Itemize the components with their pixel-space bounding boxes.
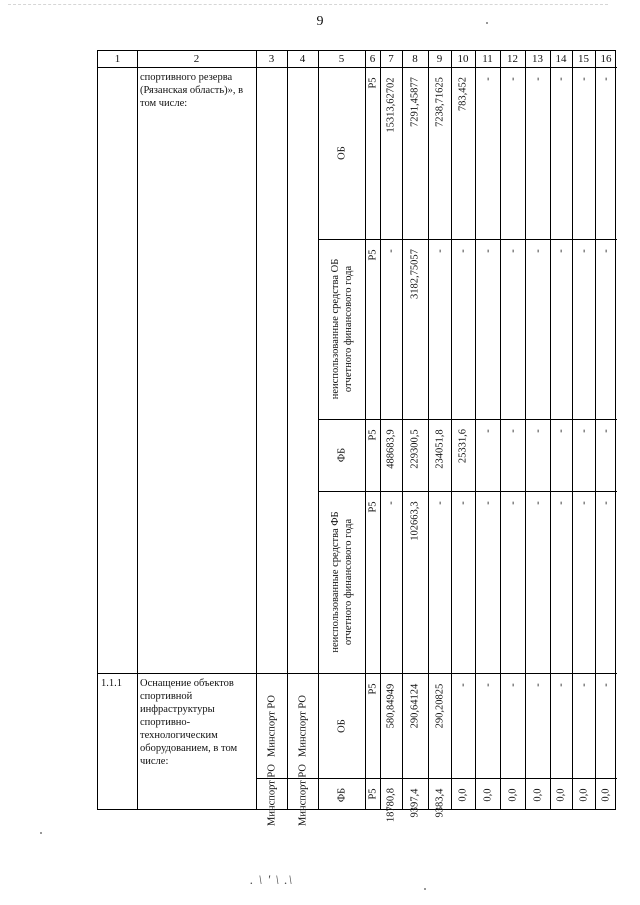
- scan-speck: [486, 22, 488, 24]
- header-col-10: 10: [457, 53, 469, 65]
- value-cell: -: [555, 683, 567, 687]
- value-cell: -: [532, 77, 543, 81]
- column-rule: [550, 51, 551, 809]
- budget-table: [97, 50, 616, 826]
- header-col-5: 5: [338, 53, 345, 65]
- value-cell: -: [600, 429, 612, 433]
- value-cell: 488683,9: [385, 428, 397, 469]
- column-rule: [137, 51, 138, 809]
- row-number: 1.1.1: [101, 678, 122, 689]
- header-col-6: 6: [369, 53, 376, 65]
- code-cell: Р5: [367, 682, 378, 695]
- header-col-1: 1: [114, 53, 121, 65]
- row-rule: [318, 239, 617, 240]
- value-cell: -: [555, 77, 567, 81]
- row-rule: [318, 419, 617, 420]
- code-cell: Р5: [367, 787, 378, 800]
- value-cell: -: [600, 249, 612, 253]
- value-cell: -: [555, 249, 567, 253]
- value-cell: 290,20825: [434, 683, 445, 728]
- column-rule: [595, 51, 596, 809]
- column-rule: [256, 51, 257, 809]
- code-cell: Р5: [367, 500, 378, 513]
- value-cell: -: [600, 501, 612, 505]
- value-cell: -: [578, 77, 589, 81]
- code-cell: Р5: [367, 76, 378, 89]
- value-cell: -: [507, 683, 518, 687]
- value-cell: -: [434, 501, 445, 505]
- column-rule: [451, 51, 452, 809]
- header-col-3: 3: [268, 53, 275, 65]
- header-col-4: 4: [299, 53, 306, 65]
- value-cell: 9397,4: [409, 788, 421, 817]
- value-cell: -: [507, 77, 518, 81]
- column-rule: [500, 51, 501, 809]
- value-cell: 7238,71625: [434, 77, 445, 127]
- value-cell: 229300,5: [409, 428, 421, 469]
- value-cell: -: [532, 249, 543, 253]
- value-cell: 0,0: [600, 787, 612, 802]
- source-label: ФБ: [336, 787, 347, 802]
- column-rule: [365, 51, 366, 809]
- value-cell: 25331,6: [457, 428, 469, 464]
- value-cell: -: [482, 683, 493, 687]
- value-cell: -: [532, 429, 543, 433]
- block-title: спортивного резерва (Рязанская область)», в том числе:: [140, 72, 244, 109]
- column-rule: [525, 51, 526, 809]
- value-cell: -: [482, 501, 493, 505]
- scan-speck: [40, 832, 42, 834]
- value-cell: 7291,45877: [409, 77, 421, 127]
- column-rule: [402, 51, 403, 809]
- source-label: ОБ: [336, 718, 347, 733]
- value-cell: -: [578, 683, 589, 687]
- value-cell: -: [578, 501, 589, 505]
- value-cell: -: [532, 683, 543, 687]
- value-cell: -: [555, 429, 567, 433]
- value-cell: 0,0: [578, 787, 589, 802]
- column-rule: [318, 51, 319, 809]
- scan-speck: [424, 888, 426, 890]
- value-cell: 9383,4: [434, 788, 445, 817]
- source-label: ОБ: [336, 146, 347, 160]
- value-cell: -: [507, 429, 518, 433]
- value-cell: -: [507, 249, 518, 253]
- column-rule: [380, 51, 381, 809]
- block-rule: [98, 673, 617, 674]
- header-col-11: 11: [482, 53, 493, 65]
- source-label: ФБ: [336, 447, 347, 463]
- handwritten-mark: . \ ' \ .\: [250, 872, 294, 887]
- value-cell: -: [532, 501, 543, 505]
- value-cell: 18780,8: [385, 787, 397, 823]
- value-cell: 102663,3: [409, 500, 421, 541]
- value-cell: -: [482, 249, 493, 253]
- executor-cell: Минспорт РО: [266, 763, 277, 826]
- page-number: 9: [316, 14, 324, 29]
- source-label: неиспользованные средства ФБ отчетного финансового года: [329, 511, 354, 653]
- value-cell: -: [507, 501, 518, 505]
- block-title: Оснащение объектов спортивной инфраструктуры спортивно-технологическим оборудованием, в том числе:: [140, 678, 238, 767]
- value-cell: 0,0: [507, 787, 518, 802]
- header-col-8: 8: [412, 53, 418, 65]
- value-cell: -: [600, 77, 612, 81]
- executor-cell: Минспорт РО: [297, 694, 308, 757]
- value-cell: -: [385, 249, 397, 253]
- value-cell: 783,452: [457, 76, 469, 112]
- header-col-9: 9: [436, 53, 443, 65]
- code-cell: Р5: [367, 248, 378, 261]
- value-cell: -: [434, 249, 445, 253]
- header-rule: [98, 67, 617, 68]
- value-cell: 0,0: [457, 787, 469, 802]
- value-cell: -: [385, 501, 397, 505]
- value-cell: -: [482, 77, 493, 81]
- header-col-2: 2: [193, 53, 200, 65]
- header-col-12: 12: [507, 53, 518, 65]
- value-cell: 0,0: [482, 787, 493, 802]
- source-label: неиспользованные средства ОБ отчетного финансового года: [329, 258, 354, 400]
- row-rule: [318, 491, 617, 492]
- value-cell: -: [600, 683, 612, 687]
- value-cell: -: [482, 429, 493, 433]
- value-cell: 0,0: [555, 787, 567, 802]
- column-rule: [475, 51, 476, 809]
- value-cell: -: [457, 501, 469, 505]
- value-cell: 3182,75057: [409, 249, 421, 299]
- value-cell: 0,0: [532, 787, 543, 802]
- header-col-14: 14: [555, 53, 567, 65]
- value-cell: 234051,8: [434, 428, 445, 469]
- value-cell: -: [457, 683, 469, 687]
- row-rule: [256, 778, 617, 779]
- value-cell: -: [555, 501, 567, 505]
- column-rule: [287, 51, 288, 809]
- value-cell: 580,84949: [385, 683, 397, 728]
- value-cell: -: [457, 249, 469, 253]
- header-col-7: 7: [388, 53, 394, 65]
- value-cell: 290,64124: [409, 683, 421, 728]
- header-col-13: 13: [532, 53, 543, 65]
- scan-artifact: [8, 4, 608, 8]
- value-cell: -: [578, 429, 589, 433]
- column-rule: [428, 51, 429, 809]
- column-rule: [572, 51, 573, 809]
- executor-cell: Минспорт РО: [266, 694, 277, 757]
- header-col-16: 16: [600, 53, 612, 65]
- value-cell: -: [578, 249, 589, 253]
- header-col-15: 15: [578, 53, 589, 65]
- value-cell: 15313,62702: [385, 76, 397, 133]
- executor-cell: Минспорт РО: [297, 763, 308, 826]
- code-cell: Р5: [367, 428, 378, 441]
